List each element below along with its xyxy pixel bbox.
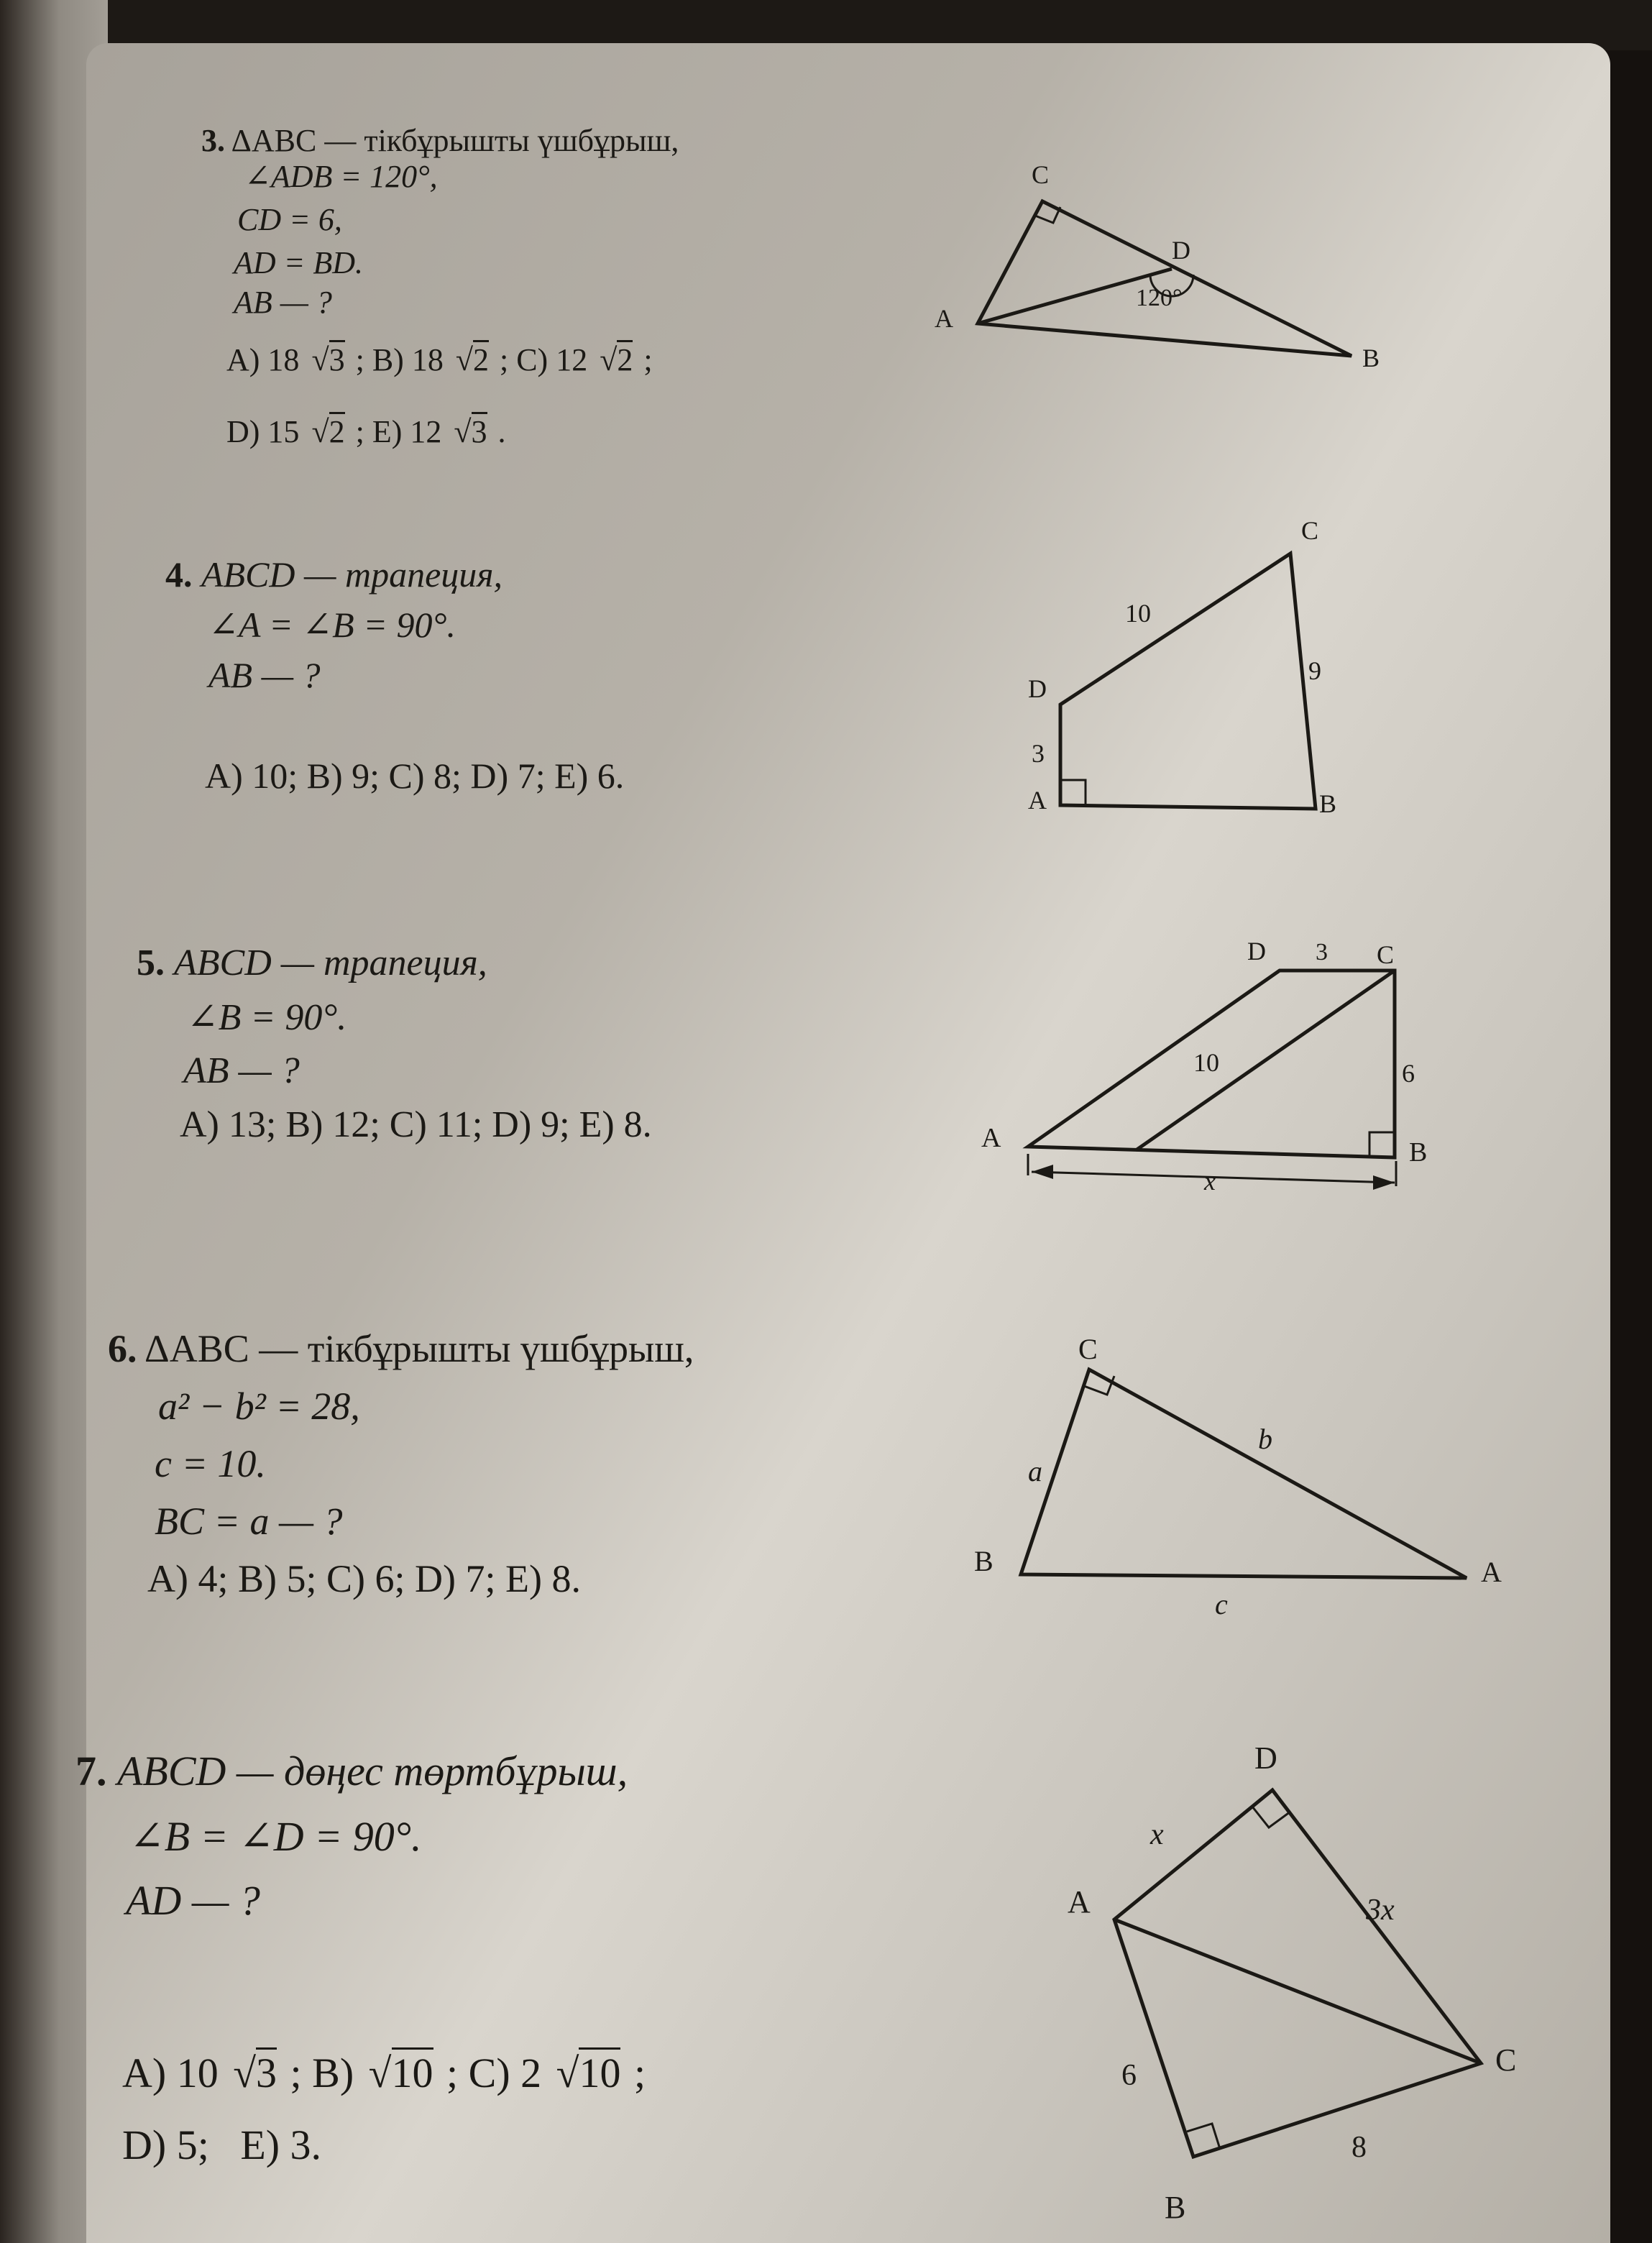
- radicand: 10: [392, 2047, 433, 2096]
- answer-options-row-1: A) 18 √3 ; B) 18 √2 ; C) 12 √2 ;: [226, 341, 653, 378]
- side-label-bc: 8: [1352, 2131, 1367, 2164]
- problem-number: 3.: [201, 123, 225, 158]
- vertex-label-a: A: [981, 1123, 1001, 1153]
- answer-options-row-2: D) 5; E) 3.: [122, 2122, 322, 2168]
- answer-options-row-2: D) 15 √2 ; E) 12 √3 .: [226, 413, 506, 450]
- side-label-ad: x: [1150, 1818, 1164, 1851]
- sqrt: [597, 344, 635, 376]
- problem-title: ΔABC — тікбұрышты үшбұрыш,: [231, 123, 679, 158]
- vertex-label-c: C: [1078, 1333, 1098, 1365]
- given-line: BC = a — ?: [155, 1500, 343, 1543]
- side-label-b: b: [1258, 1423, 1272, 1455]
- figure-5-trapezoid: [970, 927, 1459, 1215]
- vertex-label-b: B: [1319, 789, 1337, 818]
- given-line: CD = 6,: [237, 202, 342, 237]
- given-line: ∠A = ∠B = 90°.: [208, 605, 456, 645]
- side-label-ab: 6: [1121, 2059, 1137, 2092]
- figure-7-quadrilateral: [1035, 1725, 1553, 2229]
- vertex-label-c: C: [1377, 940, 1395, 969]
- sqrt: [366, 2052, 436, 2094]
- vertex-label-b: B: [974, 1545, 994, 1577]
- vertex-label-a: A: [935, 304, 953, 333]
- vertex-label-b: B: [1362, 344, 1380, 372]
- radical-sign: √: [368, 2050, 392, 2096]
- radicand: 3: [472, 412, 487, 449]
- vertex-label-a: A: [1028, 786, 1047, 815]
- vertex-label-d: D: [1028, 674, 1047, 703]
- figure-3-triangle: [920, 151, 1409, 388]
- radical-sign: √: [600, 342, 618, 377]
- side-label-ad: 3: [1032, 739, 1045, 768]
- problem-title: ABCD — трапеция,: [201, 554, 503, 595]
- vertex-label-c: C: [1301, 518, 1319, 545]
- sqrt: [453, 344, 492, 376]
- diagonal-label: 10: [1193, 1048, 1219, 1077]
- answer-options: A) 10; B) 9; C) 8; D) 7; E) 6.: [205, 756, 625, 796]
- figure-4-trapezoid: [1006, 518, 1380, 834]
- radical-sign: √: [455, 342, 473, 377]
- angle-label: 120°: [1136, 285, 1183, 311]
- given-line: AB — ?: [234, 285, 332, 320]
- radical-sign: √: [311, 342, 329, 377]
- given-line: a² − b² = 28,: [158, 1385, 360, 1428]
- side-label-bc: 6: [1402, 1059, 1415, 1088]
- answer-options-row-1: A) 10 √3 ; B) √10 ; C) 2 √10 ;: [122, 2049, 646, 2097]
- radical-sign: √: [233, 2050, 257, 2096]
- vertex-label-a: A: [1068, 1884, 1091, 1919]
- radical-sign: √: [311, 414, 329, 449]
- side-label-dc: 3: [1316, 939, 1328, 965]
- sqrt: [451, 416, 490, 448]
- vertex-label-b: B: [1409, 1137, 1428, 1168]
- problem-title: ΔABC — тікбұрышты үшбұрыш,: [144, 1327, 694, 1370]
- unknown-label-x: x: [1204, 1167, 1216, 1196]
- given-line: AB — ?: [183, 1050, 300, 1091]
- problem-number: 5.: [137, 942, 165, 983]
- problem-title: ABCD — трапеция,: [174, 942, 487, 983]
- given-line: AD = BD.: [234, 245, 363, 280]
- side-label-a: a: [1028, 1455, 1042, 1487]
- radicand: 2: [329, 412, 345, 449]
- vertex-label-d: D: [1172, 236, 1190, 265]
- problem-title: ABCD — дөңес төртбұрыш,: [117, 1748, 628, 1794]
- vertex-label-d: D: [1247, 937, 1266, 965]
- side-label-dc: 10: [1125, 599, 1151, 628]
- radicand: 3: [256, 2047, 277, 2096]
- radical-sign: √: [454, 414, 472, 449]
- radicand: 10: [579, 2047, 620, 2096]
- vertex-label-b: B: [1165, 2190, 1186, 2225]
- side-label-bc: 9: [1308, 656, 1321, 685]
- radicand: 2: [617, 340, 633, 377]
- problem-number: 4.: [165, 554, 193, 595]
- given-line: ∠ADB = 120°,: [244, 159, 438, 194]
- radical-sign: √: [556, 2050, 579, 2096]
- radicand: 2: [473, 340, 489, 377]
- sqrt: [230, 2052, 280, 2094]
- given-line: ∠B = ∠D = 90°.: [129, 1813, 422, 1860]
- vertex-label-c: C: [1495, 2042, 1517, 2078]
- side-label-dc: 3x: [1366, 1894, 1395, 1927]
- given-line: AD — ?: [126, 1877, 260, 1924]
- given-line: ∠B = 90°.: [187, 997, 347, 1038]
- answer-options: A) 4; B) 5; C) 6; D) 7; E) 8.: [147, 1557, 581, 1600]
- sqrt: [554, 2052, 624, 2094]
- answer-options: A) 13; B) 12; C) 11; D) 9; E) 8.: [180, 1104, 652, 1145]
- problem-number: 6.: [108, 1327, 137, 1370]
- given-line: AB — ?: [208, 655, 321, 695]
- radicand: 3: [329, 340, 345, 377]
- figure-6-triangle: [963, 1330, 1531, 1632]
- sqrt: [308, 344, 347, 376]
- sqrt: [308, 416, 347, 448]
- given-line: c = 10.: [155, 1442, 266, 1485]
- vertex-label-c: C: [1032, 160, 1050, 189]
- vertex-label-d: D: [1254, 1740, 1277, 1776]
- side-label-c: c: [1215, 1588, 1228, 1620]
- problem-number: 7.: [75, 1748, 107, 1794]
- vertex-label-a: A: [1481, 1556, 1502, 1588]
